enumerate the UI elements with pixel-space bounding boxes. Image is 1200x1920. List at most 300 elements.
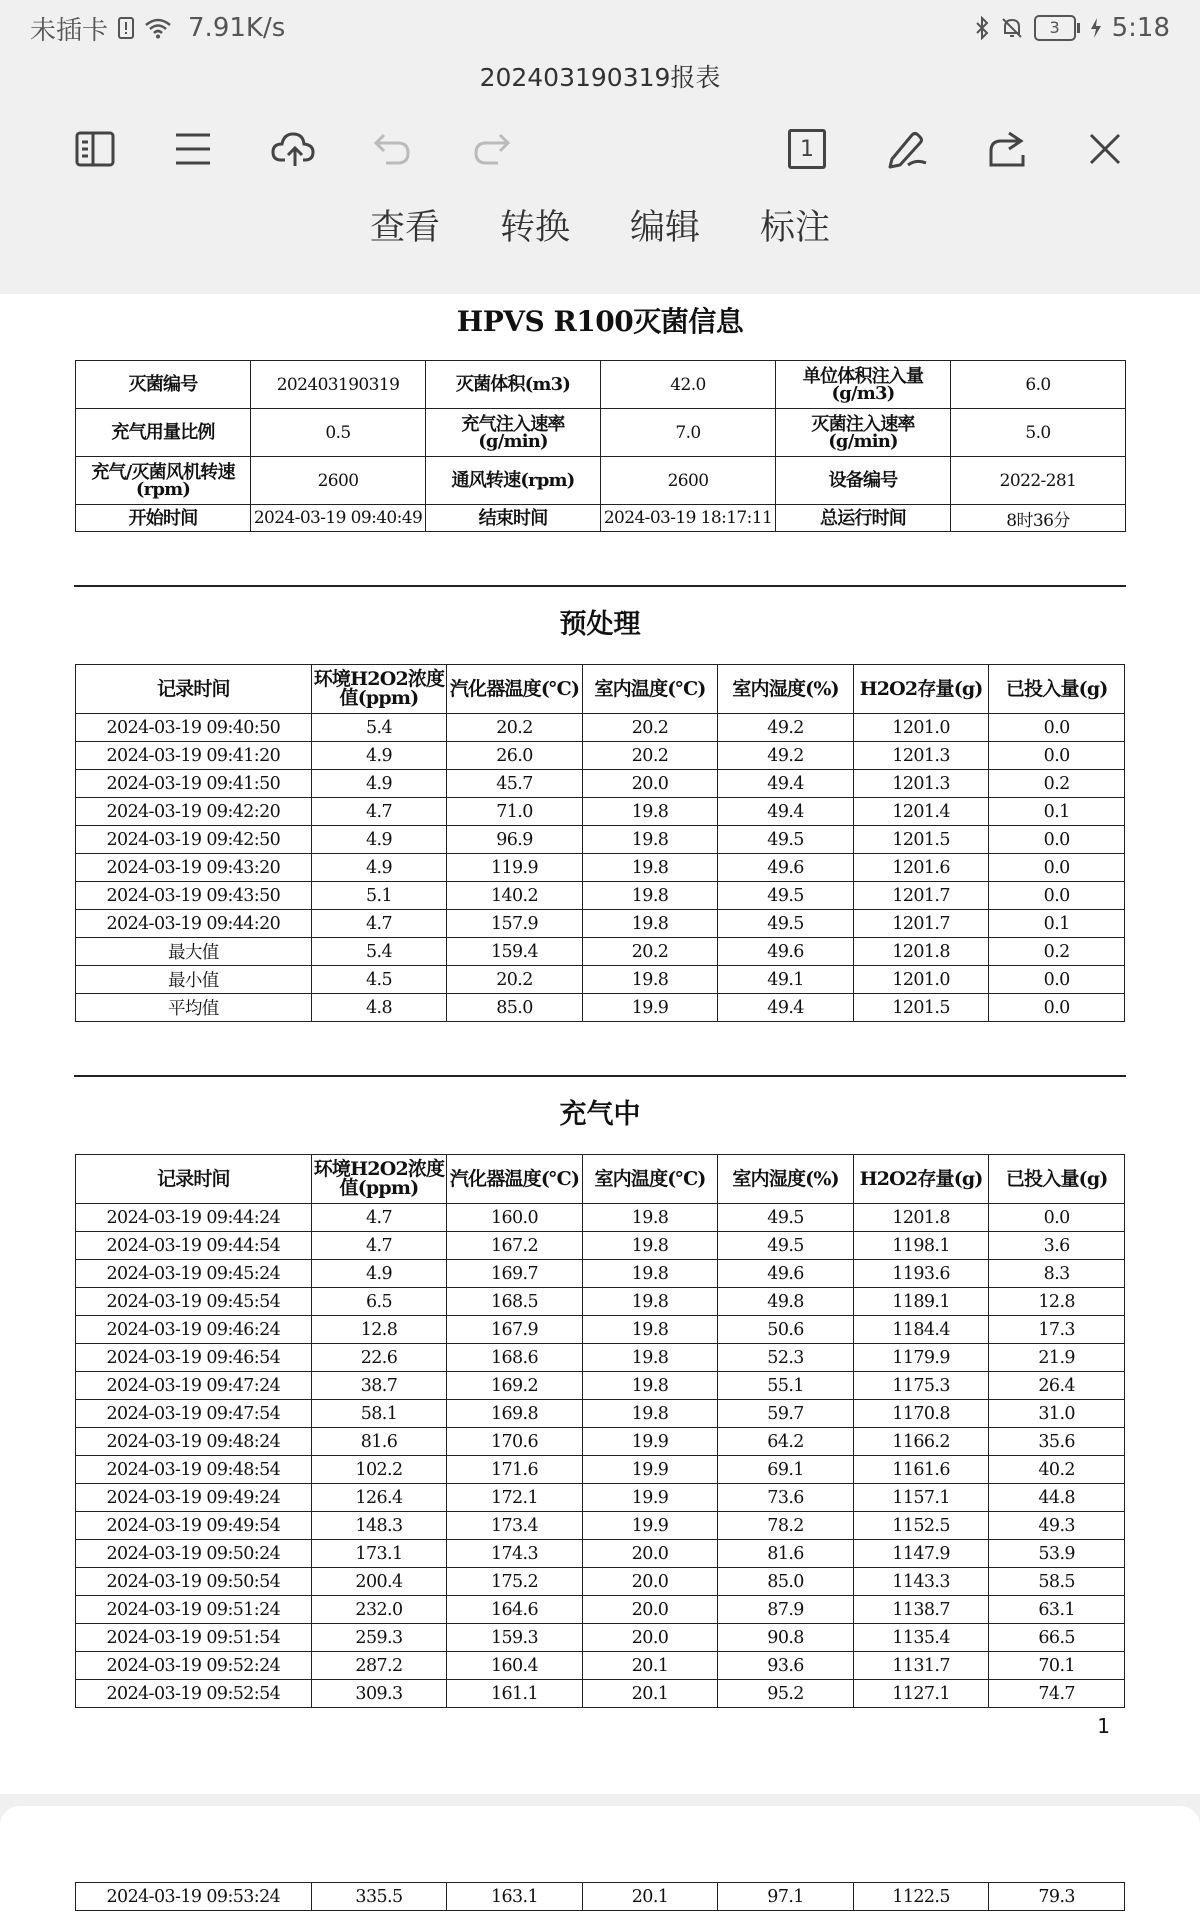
table-cell: 335.5 (311, 1883, 447, 1911)
table-header-row (76, 665, 1125, 714)
column-header: 记录时间 (76, 665, 312, 714)
table-cell: 2024-03-19 09:44:24 (76, 1204, 312, 1232)
table-cell: 2024-03-19 09:43:50 (76, 882, 312, 910)
table-cell: 49.5 (718, 1204, 854, 1232)
table-cell: 119.9 (447, 854, 583, 882)
bluetooth-icon (974, 16, 990, 40)
table-cell: 1157.1 (853, 1484, 989, 1512)
table-cell: 2024-03-19 09:49:54 (76, 1512, 312, 1540)
table-cell: 19.8 (582, 1372, 718, 1400)
table-cell: 4.9 (311, 742, 447, 770)
table-cell: 2024-03-19 09:44:20 (76, 910, 312, 938)
table-cell: 93.6 (718, 1652, 854, 1680)
table-cell: 22.6 (311, 1344, 447, 1372)
table-cell: 259.3 (311, 1624, 447, 1652)
table-cell: 164.6 (447, 1596, 583, 1624)
table-cell: 20.1 (582, 1652, 718, 1680)
table-row (76, 1680, 1125, 1708)
sidebar-icon (75, 131, 115, 167)
table-cell: 0.1 (989, 910, 1125, 938)
info-label: 单位体积注入量(g/m3) (776, 361, 951, 409)
table-cell: 2024-03-19 09:51:24 (76, 1596, 312, 1624)
mute-bell-icon (1000, 16, 1024, 40)
pen-icon (886, 129, 928, 169)
column-header: 已投入量(g) (989, 665, 1125, 714)
table-cell: 309.3 (311, 1680, 447, 1708)
table-row (76, 826, 1125, 854)
table-row (76, 1540, 1125, 1568)
table-cell: 1201.7 (853, 910, 989, 938)
sim-alert-icon (118, 17, 134, 39)
table-cell: 70.1 (989, 1652, 1125, 1680)
table-cell: 最大值 (76, 938, 312, 966)
table-cell: 1143.3 (853, 1568, 989, 1596)
info-label: 结束时间 (426, 505, 601, 532)
table-cell: 1184.4 (853, 1316, 989, 1344)
table-cell: 20.0 (582, 1568, 718, 1596)
list-button[interactable] (162, 118, 224, 180)
table-cell: 2024-03-19 09:40:50 (76, 714, 312, 742)
table-cell: 73.6 (718, 1484, 854, 1512)
table-cell: 1127.1 (853, 1680, 989, 1708)
table-row (76, 966, 1125, 994)
table-cell: 1201.0 (853, 714, 989, 742)
info-value: 2600 (601, 457, 776, 505)
table-cell: 0.0 (989, 1204, 1125, 1232)
section-title-pretreatment: 预处理 (559, 609, 641, 640)
table-cell: 173.4 (447, 1512, 583, 1540)
table-cell: 157.9 (447, 910, 583, 938)
info-label: 通风转速(rpm) (426, 457, 601, 505)
table-cell: 19.9 (582, 1512, 718, 1540)
table-cell: 2024-03-19 09:42:20 (76, 798, 312, 826)
menu-annotate[interactable]: 标注 (760, 208, 831, 248)
table-cell: 2024-03-19 09:52:24 (76, 1652, 312, 1680)
page-icon (788, 129, 826, 169)
table-cell: 2024-03-19 09:41:50 (76, 770, 312, 798)
column-header: 室内湿度(%) (718, 665, 854, 714)
page-number: 1 (1097, 1714, 1110, 1738)
table-cell: 170.6 (447, 1428, 583, 1456)
table-cell: 45.7 (447, 770, 583, 798)
table-row (76, 910, 1125, 938)
info-value: 0.5 (251, 409, 426, 457)
column-header: 记录时间 (76, 1155, 312, 1204)
table-cell: 0.2 (989, 938, 1125, 966)
table-cell: 20.2 (582, 742, 718, 770)
table-cell: 90.8 (718, 1624, 854, 1652)
table-cell: 26.0 (447, 742, 583, 770)
table-cell: 5.1 (311, 882, 447, 910)
info-value: 2024-03-19 18:17:11 (601, 505, 776, 532)
table-cell: 87.9 (718, 1596, 854, 1624)
table-cell: 85.0 (447, 994, 583, 1022)
table-cell: 6.5 (311, 1288, 447, 1316)
cloud-upload-icon (271, 130, 315, 168)
table-cell: 4.9 (311, 1260, 447, 1288)
table-cell: 79.3 (989, 1883, 1125, 1911)
table-cell: 167.9 (447, 1316, 583, 1344)
info-value: 42.0 (601, 361, 776, 409)
table-cell: 20.0 (582, 770, 718, 798)
info-label: 充气用量比例 (76, 409, 251, 457)
table-cell: 2024-03-19 09:49:24 (76, 1484, 312, 1512)
table-cell: 49.2 (718, 742, 854, 770)
info-row (76, 505, 1126, 532)
table-cell: 1201.7 (853, 882, 989, 910)
table-cell: 4.7 (311, 1232, 447, 1260)
table-cell: 35.6 (989, 1428, 1125, 1456)
menu-convert[interactable]: 转换 (499, 208, 570, 248)
table-cell: 19.8 (582, 1204, 718, 1232)
info-value: 2024-03-19 09:40:49 (251, 505, 426, 532)
table-row (76, 994, 1125, 1022)
menu-edit[interactable]: 编辑 (630, 208, 701, 248)
table-cell: 20.1 (582, 1680, 718, 1708)
table-row (76, 1568, 1125, 1596)
info-label: 开始时间 (76, 505, 251, 532)
table-cell: 74.7 (989, 1680, 1125, 1708)
table-cell: 20.2 (447, 714, 583, 742)
share-button[interactable] (975, 118, 1037, 180)
table-cell: 169.2 (447, 1372, 583, 1400)
table-cell: 0.1 (989, 798, 1125, 826)
table-cell: 78.2 (718, 1512, 854, 1540)
table-cell: 1147.9 (853, 1540, 989, 1568)
table-cell: 1138.7 (853, 1596, 989, 1624)
table-cell: 0.2 (989, 770, 1125, 798)
pretreatment-table (75, 664, 1125, 1022)
table-cell: 49.3 (989, 1512, 1125, 1540)
table-cell: 0.0 (989, 966, 1125, 994)
table-cell: 53.9 (989, 1540, 1125, 1568)
table-cell: 200.4 (311, 1568, 447, 1596)
table-cell: 19.8 (582, 1344, 718, 1372)
table-cell: 69.1 (718, 1456, 854, 1484)
table-cell: 159.4 (447, 938, 583, 966)
table-cell: 20.0 (582, 1624, 718, 1652)
table-cell: 38.7 (311, 1372, 447, 1400)
table-cell: 19.9 (582, 994, 718, 1022)
network-speed: 7.91K/s (188, 13, 286, 43)
divider-line (74, 585, 1126, 587)
table-cell: 232.0 (311, 1596, 447, 1624)
undo-button[interactable] (361, 118, 423, 180)
table-cell: 4.7 (311, 910, 447, 938)
table-cell: 63.1 (989, 1596, 1125, 1624)
table-cell: 1166.2 (853, 1428, 989, 1456)
table-cell: 97.1 (718, 1883, 854, 1911)
column-header: H2O2存量(g) (853, 1155, 989, 1204)
table-cell: 19.9 (582, 1428, 718, 1456)
table-row (76, 1512, 1125, 1540)
info-value: 5.0 (951, 409, 1126, 457)
table-cell: 2024-03-19 09:41:20 (76, 742, 312, 770)
table-cell: 44.8 (989, 1484, 1125, 1512)
table-row (76, 1204, 1125, 1232)
info-label: 灭菌编号 (76, 361, 251, 409)
table-cell: 287.2 (311, 1652, 447, 1680)
table-row (76, 882, 1125, 910)
table-cell: 20.0 (582, 1596, 718, 1624)
table-cell: 1201.0 (853, 966, 989, 994)
table-cell: 19.8 (582, 1232, 718, 1260)
table-cell: 0.0 (989, 714, 1125, 742)
table-row (76, 742, 1125, 770)
table-row (76, 1883, 1125, 1911)
battery-level: 3 (1034, 15, 1076, 41)
table-cell: 12.8 (989, 1288, 1125, 1316)
table-cell: 175.2 (447, 1568, 583, 1596)
table-cell: 174.3 (447, 1540, 583, 1568)
divider-line (74, 1075, 1126, 1077)
table-cell: 平均值 (76, 994, 312, 1022)
table-cell: 49.6 (718, 1260, 854, 1288)
table-cell: 0.0 (989, 826, 1125, 854)
document-page-2 (0, 1806, 1200, 1920)
table-cell: 19.8 (582, 882, 718, 910)
column-header: 室内温度(℃) (582, 665, 718, 714)
table-cell: 40.2 (989, 1456, 1125, 1484)
continued-table (75, 1882, 1125, 1911)
table-cell: 1161.6 (853, 1456, 989, 1484)
table-cell: 1179.9 (853, 1344, 989, 1372)
table-cell: 19.9 (582, 1456, 718, 1484)
table-row (76, 1232, 1125, 1260)
info-value: 8时36分 (951, 505, 1126, 532)
table-cell: 71.0 (447, 798, 583, 826)
table-cell: 1193.6 (853, 1260, 989, 1288)
table-cell: 171.6 (447, 1456, 583, 1484)
table-header-row (76, 1155, 1125, 1204)
sterilization-info-table (75, 360, 1126, 532)
table-cell: 2024-03-19 09:51:54 (76, 1624, 312, 1652)
table-cell: 59.7 (718, 1400, 854, 1428)
info-label: 设备编号 (776, 457, 951, 505)
column-header: 室内湿度(%) (718, 1155, 854, 1204)
table-cell: 2024-03-19 09:50:24 (76, 1540, 312, 1568)
table-cell: 1201.4 (853, 798, 989, 826)
table-cell: 49.8 (718, 1288, 854, 1316)
table-row (76, 1400, 1125, 1428)
table-cell: 49.6 (718, 938, 854, 966)
table-cell: 4.7 (311, 1204, 447, 1232)
table-cell: 20.1 (582, 1883, 718, 1911)
charging-icon (1090, 17, 1102, 39)
table-cell: 21.9 (989, 1344, 1125, 1372)
table-cell: 4.7 (311, 798, 447, 826)
status-bar (0, 0, 1200, 56)
table-cell: 1201.6 (853, 854, 989, 882)
table-cell: 148.3 (311, 1512, 447, 1540)
table-cell: 19.8 (582, 1316, 718, 1344)
table-row (76, 1316, 1125, 1344)
table-cell: 2024-03-19 09:46:54 (76, 1344, 312, 1372)
table-cell: 4.5 (311, 966, 447, 994)
table-cell: 1201.8 (853, 938, 989, 966)
table-cell: 49.2 (718, 714, 854, 742)
table-cell: 19.8 (582, 1260, 718, 1288)
pen-button[interactable] (876, 118, 938, 180)
table-cell: 5.4 (311, 938, 447, 966)
table-cell: 1201.3 (853, 742, 989, 770)
table-cell: 58.1 (311, 1400, 447, 1428)
table-cell: 2024-03-19 09:43:20 (76, 854, 312, 882)
table-cell: 19.8 (582, 1400, 718, 1428)
table-cell: 49.5 (718, 910, 854, 938)
table-cell: 85.0 (718, 1568, 854, 1596)
column-header: H2O2存量(g) (853, 665, 989, 714)
table-cell: 8.3 (989, 1260, 1125, 1288)
column-header: 汽化器温度(℃) (447, 1155, 583, 1204)
table-cell: 1201.3 (853, 770, 989, 798)
table-row (76, 1652, 1125, 1680)
table-cell: 169.8 (447, 1400, 583, 1428)
column-header: 已投入量(g) (989, 1155, 1125, 1204)
table-cell: 95.2 (718, 1680, 854, 1708)
table-cell: 160.4 (447, 1652, 583, 1680)
table-cell: 168.6 (447, 1344, 583, 1372)
table-cell: 1152.5 (853, 1512, 989, 1540)
table-cell: 1201.5 (853, 994, 989, 1022)
table-cell: 159.3 (447, 1624, 583, 1652)
table-cell: 0.0 (989, 742, 1125, 770)
table-cell: 1131.7 (853, 1652, 989, 1680)
table-cell: 2024-03-19 09:44:54 (76, 1232, 312, 1260)
table-cell: 3.6 (989, 1232, 1125, 1260)
info-label: 灭菌体积(m3) (426, 361, 601, 409)
carrier-text: 未插卡 (30, 15, 109, 46)
table-cell: 19.8 (582, 910, 718, 938)
column-header: 环境H2O2浓度值(ppm) (311, 1155, 447, 1204)
redo-icon (472, 131, 512, 167)
table-cell: 172.1 (447, 1484, 583, 1512)
table-cell: 2024-03-19 09:42:50 (76, 826, 312, 854)
table-cell: 55.1 (718, 1372, 854, 1400)
table-cell: 20.2 (582, 938, 718, 966)
table-cell: 31.0 (989, 1400, 1125, 1428)
toolbar (0, 118, 1200, 180)
table-row (76, 854, 1125, 882)
info-value: 7.0 (601, 409, 776, 457)
table-row (76, 770, 1125, 798)
info-row (76, 409, 1126, 457)
info-label: 充气注入速率(g/min) (426, 409, 601, 457)
table-cell: 19.8 (582, 826, 718, 854)
share-icon (985, 129, 1027, 169)
table-row (76, 1456, 1125, 1484)
table-cell: 0.0 (989, 882, 1125, 910)
table-cell: 49.4 (718, 798, 854, 826)
table-cell: 49.1 (718, 966, 854, 994)
table-cell: 2024-03-19 09:47:24 (76, 1372, 312, 1400)
info-label: 总运行时间 (776, 505, 951, 532)
battery-icon (1034, 15, 1080, 41)
table-cell: 2024-03-19 09:52:54 (76, 1680, 312, 1708)
cloud-upload-button[interactable] (262, 118, 324, 180)
table-cell: 49.6 (718, 854, 854, 882)
table-cell: 20.0 (582, 1540, 718, 1568)
table-row (76, 1428, 1125, 1456)
table-cell: 161.1 (447, 1680, 583, 1708)
table-cell: 1122.5 (853, 1883, 989, 1911)
table-cell: 96.9 (447, 826, 583, 854)
table-row (76, 938, 1125, 966)
table-cell: 0.0 (989, 854, 1125, 882)
table-cell: 20.2 (582, 714, 718, 742)
info-label: 充气/灭菌风机转速(rpm) (76, 457, 251, 505)
table-cell: 19.8 (582, 966, 718, 994)
table-cell: 26.4 (989, 1372, 1125, 1400)
table-cell: 19.8 (582, 1288, 718, 1316)
table-cell: 163.1 (447, 1883, 583, 1911)
table-cell: 167.2 (447, 1232, 583, 1260)
column-header: 汽化器温度(℃) (447, 665, 583, 714)
table-cell: 17.3 (989, 1316, 1125, 1344)
table-cell: 1175.3 (853, 1372, 989, 1400)
table-cell: 4.9 (311, 854, 447, 882)
section-title-charging: 充气中 (559, 1099, 641, 1130)
table-row (76, 1596, 1125, 1624)
table-row (76, 1372, 1125, 1400)
page-indicator-number: 1 (800, 136, 814, 162)
document-page-1 (0, 294, 1200, 1794)
info-value: 2022-281 (951, 457, 1126, 505)
table-cell: 1135.4 (853, 1624, 989, 1652)
table-cell: 50.6 (718, 1316, 854, 1344)
table-cell: 173.1 (311, 1540, 447, 1568)
table-cell: 81.6 (311, 1428, 447, 1456)
table-cell: 2024-03-19 09:48:24 (76, 1428, 312, 1456)
table-cell: 12.8 (311, 1316, 447, 1344)
table-cell: 1170.8 (853, 1400, 989, 1428)
table-cell: 2024-03-19 09:53:24 (76, 1883, 312, 1911)
table-cell: 1198.1 (853, 1232, 989, 1260)
table-cell: 2024-03-19 09:46:24 (76, 1316, 312, 1344)
table-cell: 49.5 (718, 826, 854, 854)
redo-button[interactable] (461, 118, 523, 180)
table-cell: 2024-03-19 09:47:54 (76, 1400, 312, 1428)
report-title: HPVS R100灭菌信息 (456, 305, 744, 338)
clock-time: 5:18 (1111, 13, 1170, 43)
table-cell: 52.3 (718, 1344, 854, 1372)
menu-view[interactable]: 查看 (369, 208, 440, 248)
table-row (76, 1288, 1125, 1316)
charging-table (75, 1154, 1125, 1708)
table-cell: 1201.8 (853, 1204, 989, 1232)
table-cell: 2024-03-19 09:45:24 (76, 1260, 312, 1288)
table-cell: 49.4 (718, 994, 854, 1022)
table-cell: 20.2 (447, 966, 583, 994)
info-row (76, 457, 1126, 505)
table-cell: 66.5 (989, 1624, 1125, 1652)
table-cell: 0.0 (989, 994, 1125, 1022)
table-cell: 49.4 (718, 770, 854, 798)
page-indicator-button[interactable] (776, 118, 838, 180)
close-button[interactable] (1074, 118, 1136, 180)
table-cell: 2024-03-19 09:50:54 (76, 1568, 312, 1596)
wifi-icon (144, 17, 172, 39)
sidebar-button[interactable] (64, 118, 126, 180)
table-cell: 19.8 (582, 798, 718, 826)
table-cell: 49.5 (718, 882, 854, 910)
document-title: 202403190319报表 (479, 63, 721, 92)
info-value: 202403190319 (251, 361, 426, 409)
close-icon (1088, 132, 1122, 166)
table-cell: 58.5 (989, 1568, 1125, 1596)
table-row (76, 1260, 1125, 1288)
table-row (76, 798, 1125, 826)
